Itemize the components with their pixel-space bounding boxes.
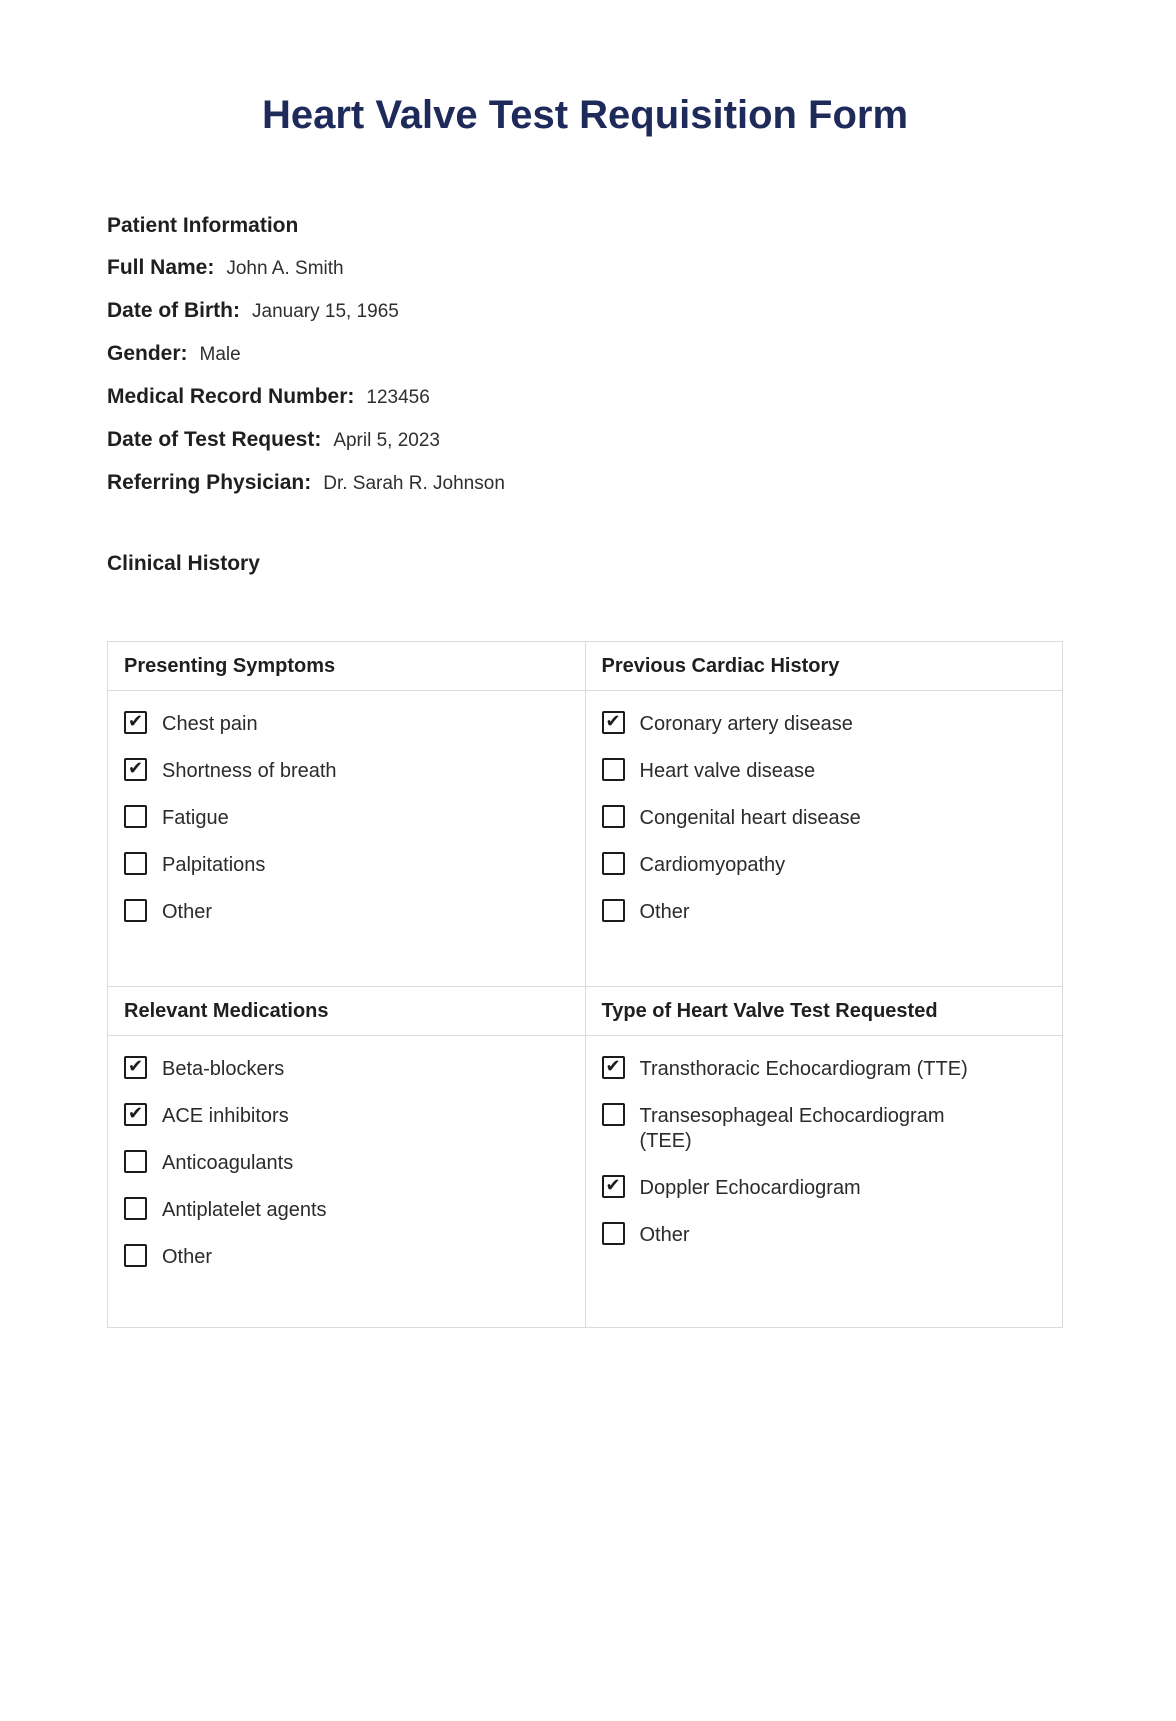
- checkbox-item: [602, 1056, 1047, 1082]
- checkbox-label: Other: [639, 1224, 690, 1246]
- checkbox-label: Other: [162, 901, 213, 923]
- patient-field-row: [107, 470, 1063, 496]
- checkbox-coronary-artery-disease[interactable]: [602, 711, 625, 734]
- field-value-medical-record-number[interactable]: 123456: [366, 387, 430, 408]
- checkbox-antiplatelet-agents[interactable]: [124, 1197, 147, 1220]
- checkbox-transthoracic-echocardiogram-tte[interactable]: [602, 1056, 625, 1079]
- patient-information-heading: Patient Information: [107, 214, 299, 237]
- checkbox-other[interactable]: [124, 899, 147, 922]
- table-header-row: [108, 642, 1063, 691]
- checkbox-ace-inhibitors[interactable]: [124, 1103, 147, 1126]
- checkbox-label: Antiplatelet agents: [162, 1199, 327, 1221]
- checkbox-item: [124, 1103, 569, 1129]
- checkbox-item: [602, 758, 1047, 784]
- checkbox-item: [124, 711, 569, 737]
- table-header-row: [108, 987, 1063, 1036]
- field-value-gender[interactable]: Male: [199, 344, 241, 365]
- table-content-row: [108, 1036, 1063, 1328]
- checkbox-label: Coronary artery disease: [639, 713, 853, 735]
- checkbox-beta-blockers[interactable]: [124, 1056, 147, 1079]
- cell-test-type-requested: [585, 1036, 1063, 1328]
- checkbox-label: Other: [639, 901, 690, 923]
- checkbox-shortness-of-breath[interactable]: [124, 758, 147, 781]
- checkbox-label: Shortness of breath: [162, 760, 337, 782]
- field-label-gender: Gender:: [107, 342, 188, 365]
- checkbox-label: Cardiomyopathy: [639, 854, 786, 876]
- field-label-medical-record-number: Medical Record Number:: [107, 385, 355, 408]
- checkbox-transesophageal-echocardiogram-tee[interactable]: [602, 1103, 625, 1126]
- cell-previous-cardiac-history: [585, 691, 1063, 987]
- checkbox-item: [602, 805, 1047, 831]
- field-label-full-name: Full Name:: [107, 256, 215, 279]
- checkbox-label: Transesophageal Echocardiogram (TEE): [639, 1105, 945, 1152]
- checkbox-other[interactable]: [602, 1222, 625, 1245]
- patient-field-row: [107, 427, 1063, 453]
- checkbox-item: [602, 899, 1047, 925]
- checkbox-cardiomyopathy[interactable]: [602, 852, 625, 875]
- patient-information-fields: [107, 255, 1063, 496]
- checkbox-label: Heart valve disease: [639, 760, 816, 782]
- field-value-full-name[interactable]: John A. Smith: [226, 258, 344, 279]
- checkbox-heart-valve-disease[interactable]: [602, 758, 625, 781]
- checkbox-item: [124, 805, 569, 831]
- field-label-referring-physician: Referring Physician:: [107, 471, 312, 494]
- checkbox-item: [124, 1197, 569, 1223]
- cell-relevant-medications: [108, 1036, 586, 1328]
- page-title: Heart Valve Test Requisition Form: [261, 93, 909, 137]
- checkbox-label: Chest pain: [162, 713, 258, 735]
- checkbox-item: [124, 758, 569, 784]
- checkbox-item: [602, 1103, 1047, 1154]
- checkbox-item: [124, 899, 569, 925]
- field-value-date-of-test-request[interactable]: April 5, 2023: [333, 430, 440, 451]
- checkbox-item: [124, 1244, 569, 1270]
- field-value-referring-physician[interactable]: Dr. Sarah R. Johnson: [323, 473, 505, 494]
- checkbox-label: Beta-blockers: [162, 1058, 285, 1080]
- checkbox-label: Other: [162, 1246, 213, 1268]
- checkbox-anticoagulants[interactable]: [124, 1150, 147, 1173]
- clinical-history-heading: Clinical History: [107, 552, 260, 575]
- field-label-date-of-test-request: Date of Test Request:: [107, 428, 322, 451]
- patient-field-row: [107, 298, 1063, 324]
- checkbox-label: Congenital heart disease: [639, 807, 861, 829]
- checkbox-item: [602, 711, 1047, 737]
- cell-presenting-symptoms: [108, 691, 586, 987]
- checkbox-item: [124, 852, 569, 878]
- header-presenting-symptoms: Presenting Symptoms: [108, 642, 586, 691]
- checkbox-label: Palpitations: [162, 854, 266, 876]
- checkbox-item: [602, 1222, 1047, 1248]
- patient-field-row: [107, 255, 1063, 281]
- checkbox-other[interactable]: [602, 899, 625, 922]
- checkbox-item: [124, 1150, 569, 1176]
- header-relevant-medications: Relevant Medications: [108, 987, 586, 1036]
- patient-field-row: [107, 341, 1063, 367]
- document-page: [0, 91, 1176, 1721]
- checkbox-congenital-heart-disease[interactable]: [602, 805, 625, 828]
- field-value-date-of-birth[interactable]: January 15, 1965: [252, 301, 399, 322]
- checkbox-label: ACE inhibitors: [162, 1105, 289, 1127]
- checkbox-other[interactable]: [124, 1244, 147, 1267]
- field-label-date-of-birth: Date of Birth:: [107, 299, 240, 322]
- checkbox-label: Doppler Echocardiogram: [639, 1177, 861, 1199]
- checkbox-item: [602, 852, 1047, 878]
- checkbox-palpitations[interactable]: [124, 852, 147, 875]
- checkbox-chest-pain[interactable]: [124, 711, 147, 734]
- checkbox-fatigue[interactable]: [124, 805, 147, 828]
- checkbox-item: [602, 1175, 1047, 1201]
- checkbox-label: Anticoagulants: [162, 1152, 294, 1174]
- checkbox-doppler-echocardiogram[interactable]: [602, 1175, 625, 1198]
- checkbox-item: [124, 1056, 569, 1082]
- clinical-history-table: [107, 641, 1063, 1328]
- header-previous-cardiac-history: Previous Cardiac History: [585, 642, 1063, 691]
- header-test-type-requested: Type of Heart Valve Test Requested: [585, 987, 1063, 1036]
- checkbox-label: Fatigue: [162, 807, 229, 829]
- checkbox-label: Transthoracic Echocardiogram (TTE): [639, 1058, 968, 1080]
- table-content-row: [108, 691, 1063, 987]
- patient-field-row: [107, 384, 1063, 410]
